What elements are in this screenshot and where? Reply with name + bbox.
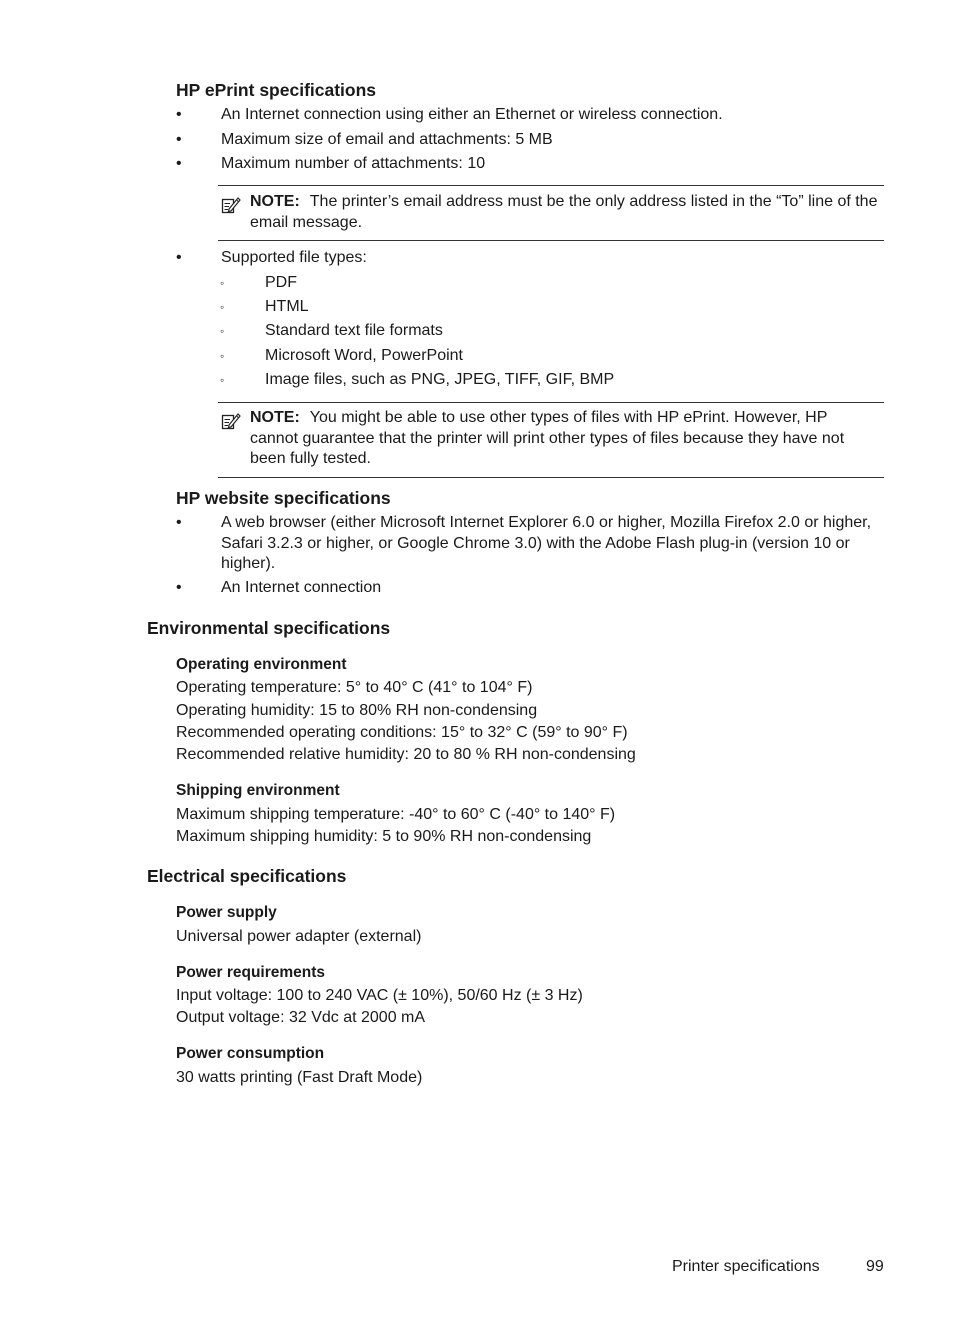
file-type-item: Microsoft Word, PowerPoint <box>265 347 463 364</box>
note-body: The printer’s email address must be the only address listed in the “To” line of the email message. <box>250 193 878 231</box>
bullet-icon: • <box>176 131 182 148</box>
eprint-bullet-3: Maximum number of attachments: 10 <box>221 155 486 172</box>
eprint-bullet-1: An Internet connection using either an Ethernet or wireless connection. <box>221 106 723 123</box>
power-supply-heading: Power supply <box>176 904 277 921</box>
bullet-icon: • <box>176 514 182 531</box>
website-bullet-1: A web browser (either Microsoft Internet Explorer 6.0 or higher, Mozilla Firefox 2.0 or higher, Safari 3.2.3 or higher, or Google Chrome 3.0) with the Adobe Flash plug-in (version 10 or higher). <box>221 514 872 572</box>
bullet-icon: • <box>176 106 182 123</box>
file-type-item: HTML <box>265 298 309 315</box>
note-label: NOTE: <box>250 193 300 210</box>
note-box-email <box>218 185 884 241</box>
note-pencil-icon <box>221 195 241 215</box>
operating-environment-heading: Operating environment <box>176 656 347 673</box>
file-type-item: PDF <box>265 274 297 291</box>
power-requirements-line: Output voltage: 32 Vdc at 2000 mA <box>176 1009 426 1026</box>
power-consumption-line: 30 watts printing (Fast Draft Mode) <box>176 1069 423 1086</box>
shipping-line: Maximum shipping temperature: -40° to 60° C (-40° to 140° F) <box>176 806 616 823</box>
power-requirements-line: Input voltage: 100 to 240 VAC (± 10%), 50/60 Hz (± 3 Hz) <box>176 987 583 1004</box>
note-pencil-icon <box>221 411 241 431</box>
shipping-environment-heading: Shipping environment <box>176 782 340 799</box>
eprint-bullet-2: Maximum size of email and attachments: 5 MB <box>221 131 553 148</box>
sub-bullet-icon: ◦ <box>220 276 225 290</box>
power-requirements-heading: Power requirements <box>176 964 326 981</box>
operating-line: Recommended relative humidity: 20 to 80 % RH non-condensing <box>176 746 636 763</box>
note-box-file-types <box>218 402 884 478</box>
note-label: NOTE: <box>250 409 300 426</box>
file-types-label: Supported file types: <box>221 249 367 266</box>
file-type-item: Standard text file formats <box>265 322 443 339</box>
eprint-heading: HP ePrint specifications <box>176 80 377 100</box>
power-supply-line: Universal power adapter (external) <box>176 928 422 945</box>
electrical-heading: Electrical specifications <box>147 866 347 886</box>
sub-bullet-icon: ◦ <box>220 349 225 363</box>
website-bullet-2: An Internet connection <box>221 579 382 596</box>
sub-bullet-icon: ◦ <box>220 373 225 387</box>
footer-page-number: 99 <box>866 1258 884 1275</box>
power-consumption-heading: Power consumption <box>176 1045 325 1062</box>
bullet-icon: • <box>176 579 182 596</box>
website-heading: HP website specifications <box>176 488 391 508</box>
sub-bullet-icon: ◦ <box>220 300 225 314</box>
sub-bullet-icon: ◦ <box>220 324 225 338</box>
file-type-item: Image files, such as PNG, JPEG, TIFF, GIF, BMP <box>265 371 615 388</box>
operating-line: Operating temperature: 5° to 40° C (41° to 104° F) <box>176 679 533 696</box>
operating-line: Recommended operating conditions: 15° to 32° C (59° to 90° F) <box>176 724 628 741</box>
operating-line: Operating humidity: 15 to 80% RH non-condensing <box>176 702 538 719</box>
note-text <box>250 192 878 233</box>
footer-section-title: Printer specifications <box>672 1258 820 1275</box>
bullet-icon: • <box>176 249 182 266</box>
note-body: You might be able to use other types of files with HP ePrint. However, HP cannot guarantee that the printer will print other types of files because they have not been fully tested. <box>250 409 845 467</box>
note-text <box>250 408 878 470</box>
shipping-line: Maximum shipping humidity: 5 to 90% RH non-condensing <box>176 828 592 845</box>
environmental-heading: Environmental specifications <box>147 618 391 638</box>
bullet-icon: • <box>176 155 182 172</box>
